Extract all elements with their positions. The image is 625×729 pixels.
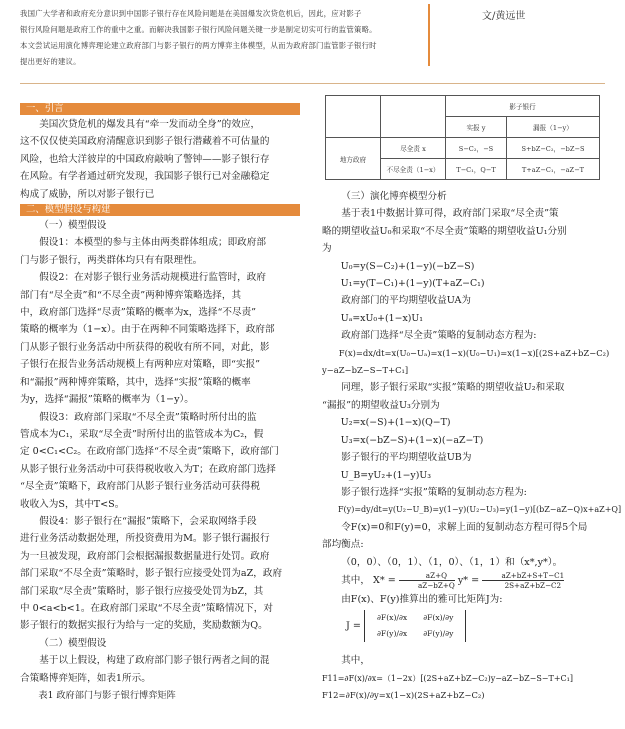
right-column: [322, 188, 622, 705]
fraction-denominator: aZ−bZ+Q: [418, 580, 455, 590]
section-heading-model: 二、模型假设与构建: [20, 204, 300, 216]
equation: Uₐ=xU₀+(1−x)U₁: [340, 312, 424, 324]
paragraph: 令F(x)=0和F(y)=0，求解上面的复制动态方程可得5个局: [341, 521, 588, 533]
ystar-label: y* =: [457, 574, 480, 586]
paragraph: 合策略博弈矩阵，如表1所示。: [20, 672, 151, 684]
paragraph: 部均衡点:: [322, 539, 364, 551]
paragraph: 构成了威胁，所以对影子银行已: [20, 188, 155, 200]
paragraph: 略的期望收益U₀和采取“不尽全责”策略的期望收益U₁分别: [322, 225, 567, 237]
fraction-numerator: aZ+bZ+S+T−C1: [482, 571, 564, 581]
xstar-label: X* =: [373, 574, 396, 586]
paragraph: 为: [322, 243, 332, 255]
game-matrix-table: [325, 95, 600, 180]
paragraph: 门从影子银行业务活动中所获得的税收有所不同，对此，影: [20, 341, 270, 353]
paragraph: 为一旦被发现，政府部门会根据漏报数据量进行处罚。政府: [20, 550, 270, 562]
paragraph: 中，政府部门选择“尽责”策略的概率为x，选择“不尽责”: [20, 307, 257, 319]
equation: U_B=yU₂+(1−y)U₃: [340, 469, 432, 481]
paragraph: 部门有“尽全责”和“不尽全责”两种博弈策略选择，其: [20, 289, 242, 301]
jacobian-entry: ∂F(x)/∂x: [377, 613, 408, 623]
author: 文/黄远世: [482, 11, 526, 22]
paragraph: 影子银行选择“实报”策略的复制动态方程为:: [341, 486, 527, 498]
table-col-header: 漏报（1−y）: [506, 117, 599, 138]
paragraph: 管成本为C₁，采取“尽全责”时所付出的监管成本为C₂，假: [20, 428, 264, 440]
equation: U₁=y(T−C₁)+(1−y)(T+aZ−C₁): [340, 278, 485, 290]
jacobian-matrix: [346, 610, 612, 650]
paragraph: 这不仅仅使美国政府清醒意识到影子银行潜藏着不可估量的: [20, 136, 270, 148]
paragraph: 政府部门选择“尽全责”策略的复制动态方程为:: [341, 330, 537, 342]
jacobian-bracket: [364, 610, 466, 642]
paragraph: 影子银行的数据实报行为给与一定的奖励，奖励数额为Q。: [20, 620, 268, 632]
paragraph: 定 0<C₁<C₂。在政府部门选择“不尽全责”策略下，政府部门: [20, 446, 279, 458]
paragraph: 收收入为S，其中T<S。: [20, 498, 125, 510]
ystar-fraction: [482, 571, 564, 590]
table-cell: S−C₂，−S: [446, 138, 507, 159]
paragraph: 风险，也给大洋彼岸的中国政府敲响了警钟——影子银行存: [20, 153, 270, 165]
paragraph: “漏报”的期望收益U₃分别为: [322, 399, 440, 411]
abstract-line: 银行风险问题是政府工作的重中之重。而解决我国影子银行风险问题关键一步是制定切实可行的监管策略。: [20, 25, 377, 34]
subsection-heading: （三）演化博弈模型分析: [341, 191, 447, 202]
table-caption: 表1 政府部门与影子银行博弈矩阵: [38, 690, 176, 701]
abstract-line: 本文尝试运用演化博弈理论建立政府部门与影子银行的两方博弈主体模型，从而为政府部门监管影子银行时: [20, 41, 377, 50]
paragraph: 进行业务活动数据处理，所投资费用为M。影子银行漏报行: [20, 533, 270, 545]
equation: U₀=y(S−C₂)+(1−y)(−bZ−S): [340, 260, 475, 272]
table-row-group: 地方政府: [326, 138, 381, 180]
section-heading-intro: 一、引言: [20, 103, 300, 115]
table-col-header: 实报 y: [446, 117, 507, 138]
paragraph: 部门采取“不尽全责”策略时，影子银行应接受处罚为aZ，政府: [20, 568, 283, 580]
header-rule: [20, 83, 605, 84]
table-cell: T−C₁，Q−T: [446, 159, 507, 180]
abstract: [20, 6, 415, 70]
header-divider: [428, 4, 430, 66]
paragraph: 基于以上假设，构建了政府部门影子银行两者之间的混: [39, 655, 270, 667]
abstract-line: 我国广大学者和政府充分意识到中国影子银行存在风险问题是在美国爆发次贷危机后，因此，应对影子: [20, 9, 362, 18]
paragraph: 策略的概率为（1−x）。由于在两种不同策略选择下，政府部: [20, 324, 275, 336]
jacobian-entry: ∂F(y)/∂y: [423, 629, 454, 639]
subsection-heading: （一）模型假设: [39, 220, 107, 232]
table-cell: T+aZ−C₁，−aZ−T: [506, 159, 599, 180]
jacobian-entry: ∂F(y)/∂x: [377, 629, 408, 639]
paragraph: 假设4：影子银行在“漏报”策略下，会采取网络手段: [39, 515, 257, 527]
paragraph: 政府部门的平均期望收益UA为: [341, 295, 472, 307]
jacobian-entry: ∂F(x)/∂y: [423, 613, 454, 623]
equation: F(y)=dy/dt=y(U₂−U_B)=y(1−y)(U₂−U₃)=y(1−y)[(bZ−aZ−Q)x+aZ+Q]: [338, 505, 622, 515]
paragraph: 其中，: [341, 655, 370, 667]
table-cell-empty: [326, 96, 381, 138]
table-col-group: 影子银行: [446, 96, 600, 117]
paragraph: 基于表1中数据计算可得，政府部门采取“尽全责”策: [341, 208, 559, 220]
table-row-header: 尽全责 x: [381, 138, 446, 159]
paragraph: 影子银行的平均期望收益UB为: [341, 452, 472, 464]
paragraph: 子银行在报告业务活动规模上有两种应对策略，即“实报”: [20, 359, 261, 371]
paragraph: 中 0<a<b<1。在政府部门采取“不尽全责”策略情况下，对: [20, 602, 273, 614]
fraction-denominator: 2S+aZ+bZ−C2: [504, 580, 562, 590]
paragraph: 假设2：在对影子银行业务活动规模进行监管时，政府: [39, 272, 266, 284]
equation: U₂=x(−S)+(1−x)(Q−T): [340, 417, 451, 429]
equilibrium-points: （0，0）、（0，1）、（1，0）、（1，1）和（x*,y*）。: [341, 556, 563, 568]
formula-prefix: 其中，: [341, 574, 370, 586]
equation: F(x)=dx/dt=x(U₀−Uₐ)=x(1−x)(U₀−U₁)=x(1−x)[(2S+aZ+bZ−C₂): [338, 347, 610, 358]
paragraph: 同理，影子银行采取“实报”策略的期望收益U₂和采取: [341, 382, 565, 394]
paragraph: 假设3：政府部门采取“不尽全责”策略时所付出的监: [39, 411, 257, 423]
paragraph: 从影子银行业务活动中可获得税收收入为T；在政府部门选择: [20, 463, 276, 475]
paragraph: 由F(x)、F(y)推算出的雅可比矩阵J为:: [341, 593, 503, 605]
paragraph: 部门采取“尽全责”策略时，影子银行应接受处罚为bZ，其: [20, 585, 264, 597]
jacobian-label: J =: [346, 620, 361, 632]
equation: U₃=x(−bZ−S)+(1−x)(−aZ−T): [340, 434, 484, 446]
equation: F12=∂F(x)/∂y=x(1−x)(2S+aZ+bZ−C₂): [322, 690, 485, 701]
paragraph: 门与影子银行，两类群体均只有有限理性。: [20, 254, 203, 266]
table-row-header: 不尽全责（1−x）: [381, 159, 446, 180]
left-column: [20, 102, 302, 704]
equation: y−aZ−bZ−S−T+C₁]: [322, 365, 409, 376]
equation: F11=∂F(x)/∂x=（1−2x）[(2S+aZ+bZ−C₂)y−aZ−bZ−S−T+C₁]: [322, 673, 574, 683]
table-cell: S+bZ−C₂，−bZ−S: [506, 138, 599, 159]
equilibrium-formula: [322, 571, 612, 591]
paragraph: 为y，选择“漏报”策略的概率为（1−y）。: [20, 394, 194, 406]
paragraph: 美国次贷危机的爆发具有“牵一发而动全身”的效应，: [39, 119, 261, 130]
paragraph: 和“漏报”两种博弈策略，其中，选择“实报”策略的概率: [20, 376, 251, 388]
subsection-heading: （二）模型假设: [39, 637, 107, 649]
fraction-numerator: aZ+Q: [399, 571, 455, 581]
paragraph: “尽全责”策略下，政府部门从影子银行业务活动可获得税: [20, 481, 261, 493]
table-cell-empty: [381, 96, 446, 138]
paragraph: 假设1：本模型的参与主体由两类群体组成；即政府部: [39, 237, 266, 249]
paragraph: 在风险。有学者通过研究发现，我国影子银行已对金融稳定: [20, 171, 270, 183]
xstar-fraction: [399, 571, 455, 590]
abstract-line: 提出更好的建议。: [20, 57, 81, 66]
jacobian-grid: [369, 610, 461, 642]
